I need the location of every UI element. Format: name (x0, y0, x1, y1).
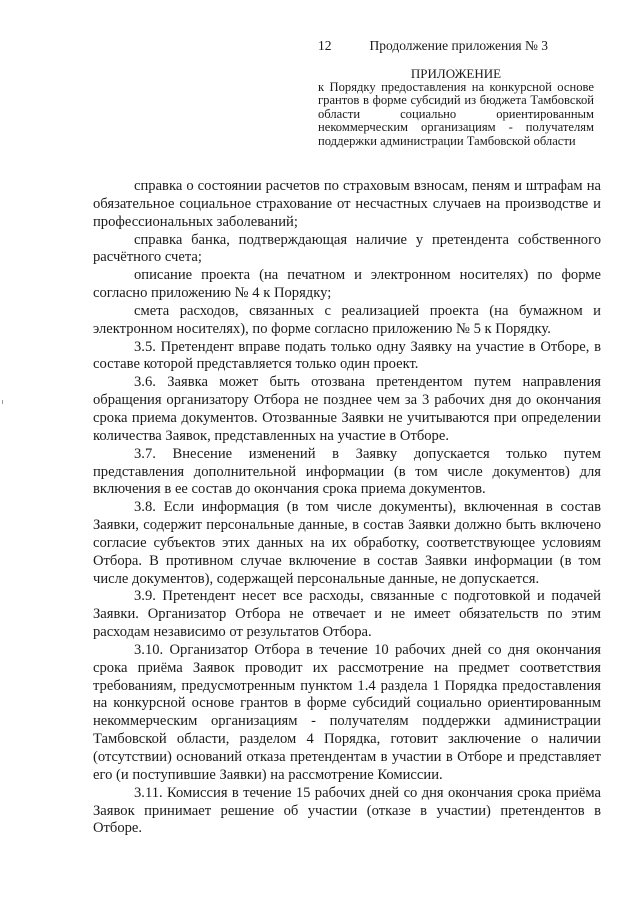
paragraph-3-5: 3.5. Претендент вправе подать только одну Заявку на участие в Отборе, в составе которой представляется только один проект. (93, 338, 601, 373)
paragraph: справка банка, подтверждающая наличие у претендента собственного расчётного счета; (93, 231, 601, 266)
paragraph: справка о состоянии расчетов по страховым взносам, пеням и штрафам на обязательное социальное страхование от несчастных случаев на производстве и профессиональных заболеваний; (93, 178, 601, 230)
paragraph-3-8: 3.8. Если информация (в том числе документы), включенная в состав Заявки, содержит персональные данные, в состав Заявки должно быть включено согласие субъектов этих данных на их обработку, соответствующее условиям Отбора. В противном случае включение в состав Заявки информации (в том числе документов), содержащей персональные данные, не допускается. (93, 499, 601, 587)
paragraph-3-10: 3.10. Организатор Отбора в течение 10 рабочих дней со дня окончания срока приёма Заявок проводит их рассмотрение на предмет соответствия требованиям, предусмотренным пунктом 1.4 раздела 1 Порядка предоставления на конкурсной основе грантов в форме субсидий социально ориентированным некоммерческим организациям - получателям поддержки администрации Тамбовской области, разделом 4 Порядка, готовит заключение о наличии (отсутствии) оснований отказа претендентам в участии в Отборе и представляет его (и поступившие Заявки) на рассмотрение Комиссии. (93, 641, 601, 783)
page-header (318, 38, 548, 54)
scan-margin-mark (2, 400, 7, 404)
paragraph-3-11: 3.11. Комиссия в течение 15 рабочих дней со дня окончания срока приёма Заявок принимает решение об участии (отказе в участии) претендентов в Отборе. (93, 784, 601, 837)
continuation-note: Продолжение приложения № 3 (369, 38, 549, 53)
document-body (93, 178, 601, 838)
appendix-description: к Порядку предоставления на конкурсной основе грантов в форме субсидий из бюджета Тамбовской области социально ориентированным некоммерческим организациям - получателям поддержки администрации Тамбовской области (318, 80, 594, 148)
paragraph-3-6: 3.6. Заявка может быть отозвана претендентом путем направления обращения организатору Отбора не позднее чем за 3 рабочих дня до окончания срока приема документов. Отозванные Заявки не учитываются при определении количества Заявок, представленных на участие в Отборе. (93, 374, 601, 444)
page-number: 12 (318, 38, 332, 53)
paragraph-3-9: 3.9. Претендент несет все расходы, связанные с подготовкой и подачей Заявки. Организатор Отбора не отвечает и не имеет обязательств по этим расходам независимо от результатов Отбора. (93, 588, 601, 641)
paragraph: смета расходов, связанных с реализацией проекта (на бумажном и электронном носителях), по форме согласно приложению № 5 к Порядку. (93, 302, 601, 337)
appendix-title: ПРИЛОЖЕНИЕ (410, 66, 502, 81)
paragraph-3-7: 3.7. Внесение изменений в Заявку допускается только путем представления дополнительной информации (в том числе документов) для включения в ее состав до окончания срока приема документов. (93, 445, 601, 498)
paragraph: описание проекта (на печатном и электронном носителях) по форме согласно приложению № 4 к Порядку; (93, 267, 601, 302)
